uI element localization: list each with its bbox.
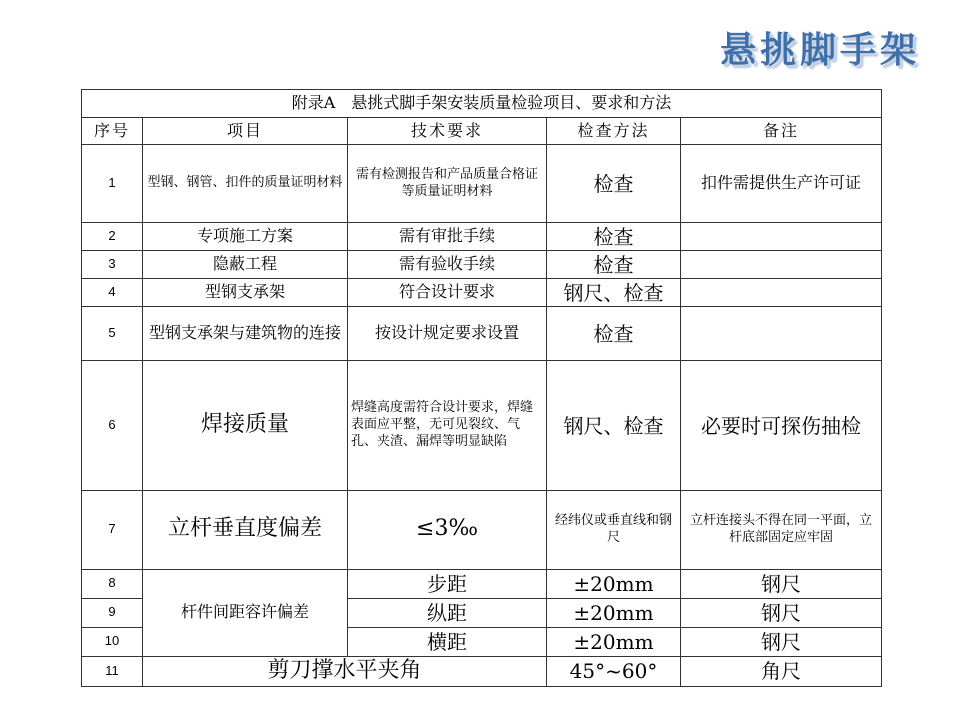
- item-cell: 型钢、钢管、扣件的质量证明材料: [143, 145, 348, 223]
- requirement-cell: 需有检测报告和产品质量合格证等质量证明材料: [348, 145, 547, 223]
- row-number: 4: [82, 279, 143, 307]
- item-cell: 剪刀撑水平夹角: [143, 656, 547, 686]
- slide-title: 悬挑脚手架: [719, 30, 920, 71]
- requirement-cell: 需有验收手续: [348, 251, 547, 279]
- item-cell: 焊接质量: [143, 361, 348, 490]
- method-cell: 钢尺、检查: [547, 279, 681, 307]
- item-cell: 立杆垂直度偏差: [143, 490, 348, 569]
- header-row: [82, 118, 882, 145]
- row-number: 2: [82, 223, 143, 251]
- requirement-cell: 符合设计要求: [348, 279, 547, 307]
- header-item: 项目: [143, 118, 348, 145]
- table-caption: 附录A 悬挑式脚手架安装质量检验项目、要求和方法: [82, 90, 882, 118]
- table-row: [82, 569, 882, 598]
- table-row: [82, 490, 882, 569]
- method-cell: 检查: [547, 223, 681, 251]
- note-cell: 钢尺: [681, 627, 882, 656]
- table-row: [82, 145, 882, 223]
- note-cell: 钢尺: [681, 569, 882, 598]
- table-row: [82, 361, 882, 490]
- method-cell: ±20mm: [547, 569, 681, 598]
- note-cell: 角尺: [681, 656, 882, 686]
- note-cell: [681, 279, 882, 307]
- note-cell: 立杆连接头不得在同一平面，立杆底部固定应牢固: [681, 490, 882, 569]
- note-cell: 必要时可探伤抽检: [681, 361, 882, 490]
- header-note: 备注: [681, 118, 882, 145]
- method-cell: 经纬仪或垂直线和钢尺: [547, 490, 681, 569]
- item-cell: 杆件间距容许偏差: [143, 569, 348, 656]
- table-row: [82, 279, 882, 307]
- method-cell: 检查: [547, 145, 681, 223]
- requirement-cell: 纵距: [348, 598, 547, 627]
- row-number: 9: [82, 598, 143, 627]
- requirement-cell: 横距: [348, 627, 547, 656]
- row-number: 1: [82, 145, 143, 223]
- row-number: 11: [82, 656, 143, 686]
- item-cell: 型钢支承架与建筑物的连接: [143, 307, 348, 361]
- method-cell: ±20mm: [547, 627, 681, 656]
- row-number: 7: [82, 490, 143, 569]
- method-cell: 45°~60°: [547, 656, 681, 686]
- table-row: [82, 223, 882, 251]
- note-cell: [681, 307, 882, 361]
- row-number: 6: [82, 361, 143, 490]
- header-method: 检查方法: [547, 118, 681, 145]
- method-cell: 检查: [547, 251, 681, 279]
- method-cell: 检查: [547, 307, 681, 361]
- table-caption-row: [82, 90, 882, 118]
- item-cell: 隐蔽工程: [143, 251, 348, 279]
- note-cell: [681, 251, 882, 279]
- method-cell: 钢尺、检查: [547, 361, 681, 490]
- requirement-cell: 需有审批手续: [348, 223, 547, 251]
- method-cell: ±20mm: [547, 598, 681, 627]
- note-cell: 钢尺: [681, 598, 882, 627]
- row-number: 5: [82, 307, 143, 361]
- requirement-cell: 步距: [348, 569, 547, 598]
- note-cell: [681, 223, 882, 251]
- requirement-cell: 焊缝高度需符合设计要求，焊缝表面应平整，无可见裂纹、气孔、夹渣、漏焊等明显缺陷: [348, 361, 547, 490]
- requirement-cell: ≤3‰: [348, 490, 547, 569]
- requirement-cell: 按设计规定要求设置: [348, 307, 547, 361]
- header-seq: 序号: [82, 118, 143, 145]
- row-number: 8: [82, 569, 143, 598]
- item-cell: 专项施工方案: [143, 223, 348, 251]
- item-cell: 型钢支承架: [143, 279, 348, 307]
- inspection-table: [81, 89, 882, 687]
- table-row: [82, 307, 882, 361]
- row-number: 3: [82, 251, 143, 279]
- header-requirement: 技术要求: [348, 118, 547, 145]
- table-row: [82, 656, 882, 686]
- note-cell: 扣件需提供生产许可证: [681, 145, 882, 223]
- row-number: 10: [82, 627, 143, 656]
- table-row: [82, 251, 882, 279]
